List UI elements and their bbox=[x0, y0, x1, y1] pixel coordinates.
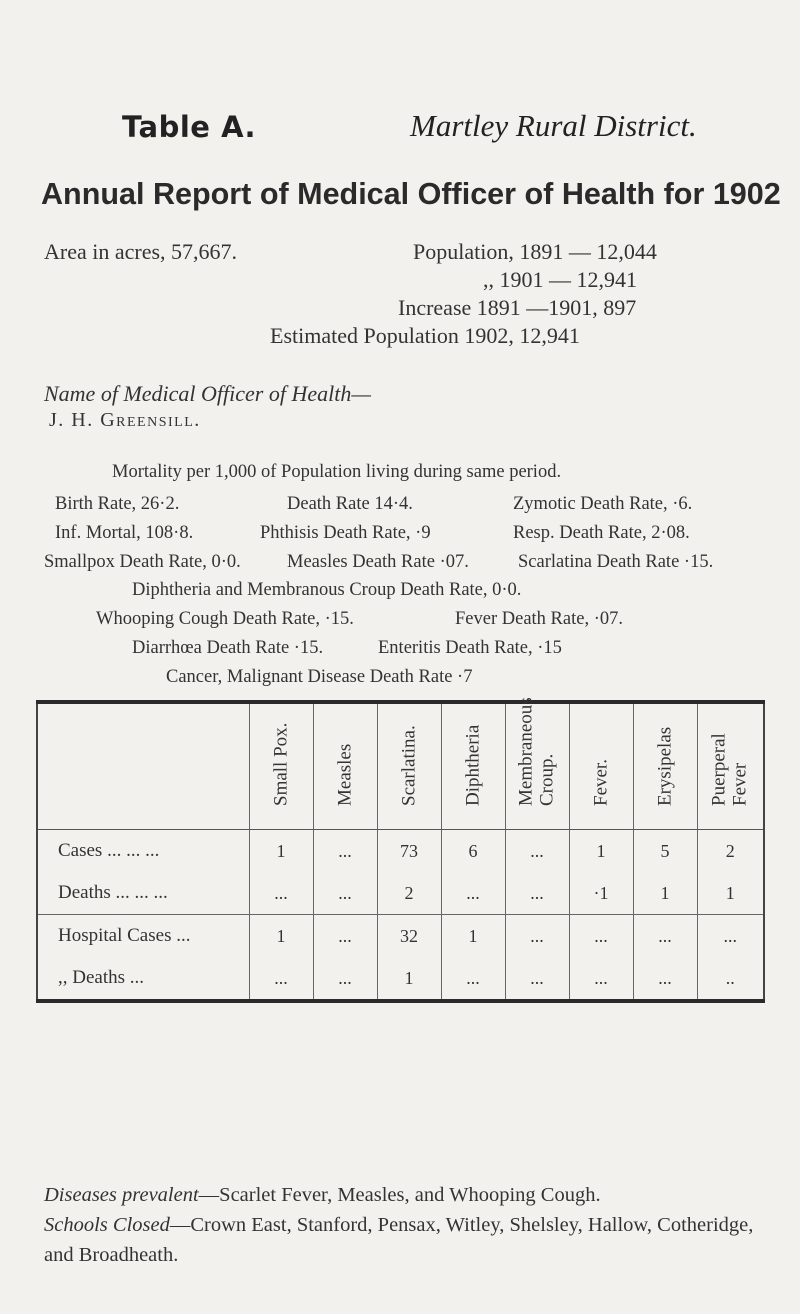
diseases-prevalent-note bbox=[44, 1180, 768, 1270]
col-header-scarlatina bbox=[377, 702, 441, 830]
col-label: Measles bbox=[334, 743, 356, 806]
population-1891: Population, 1891 — 12,044 bbox=[413, 239, 657, 264]
col-label: Small Pox. bbox=[270, 722, 292, 806]
table-cell: 1 bbox=[441, 915, 505, 958]
mortality-intro: Mortality per 1,000 of Population living during same period. bbox=[112, 462, 562, 482]
row-label: Deaths ... ... ... bbox=[37, 872, 249, 915]
resp-rate: Resp. Death Rate, 2·08. bbox=[513, 523, 690, 543]
col-label: Erysipelas bbox=[654, 726, 676, 806]
table-cell: 1 bbox=[377, 957, 441, 1001]
col-header-fever bbox=[569, 702, 633, 830]
table-cell: 32 bbox=[377, 915, 441, 958]
phthisis-rate: Phthisis Death Rate, ·9 bbox=[260, 523, 431, 543]
table-cell: 1 bbox=[697, 872, 764, 915]
table-cell: 1 bbox=[249, 830, 313, 873]
col-header-measles bbox=[313, 702, 377, 830]
table-cell: ... bbox=[569, 957, 633, 1001]
table-cell: ... bbox=[697, 915, 764, 958]
table-cell: .. bbox=[697, 957, 764, 1001]
fever-rate: Fever Death Rate, ·07. bbox=[455, 609, 623, 629]
infant-mortality: Inf. Mortal, 108·8. bbox=[55, 523, 194, 543]
table-cell: 5 bbox=[633, 830, 697, 873]
table-cell: 1 bbox=[569, 830, 633, 873]
col-label-line2: Croup. bbox=[536, 753, 558, 806]
table-cell: ... bbox=[441, 872, 505, 915]
table-label: Table A. bbox=[122, 110, 257, 144]
disease-table bbox=[36, 697, 765, 1003]
schools-text: —Crown East, Stanford, Pensax, Witley, Shelsley, Hallow, Cotheridge, and Broadheath. bbox=[44, 1214, 754, 1266]
table-cell: ... bbox=[505, 957, 569, 1001]
col-label-line2: Fever bbox=[729, 762, 751, 806]
table-cell: 73 bbox=[377, 830, 441, 873]
table-cell: ... bbox=[249, 872, 313, 915]
table-cell: 1 bbox=[249, 915, 313, 958]
table-header-row bbox=[37, 702, 764, 830]
col-header-membraneous-croup bbox=[505, 697, 569, 830]
measles-rate: Measles Death Rate ·07. bbox=[287, 552, 469, 572]
table-cell: 2 bbox=[377, 872, 441, 915]
header-corner bbox=[37, 702, 249, 830]
col-label: Fever. bbox=[590, 759, 612, 806]
diphtheria-rate: Diphtheria and Membranous Croup Death Rate, 0·0. bbox=[132, 580, 522, 600]
birth-rate: Birth Rate, 26·2. bbox=[55, 494, 180, 514]
col-header-puerperal-fever bbox=[697, 702, 764, 830]
table-cell: ... bbox=[313, 872, 377, 915]
table-cell: 2 bbox=[697, 830, 764, 873]
officer-label: Name of Medical Officer of Health— bbox=[44, 381, 371, 406]
table-row bbox=[37, 957, 764, 1001]
col-header-small-pox bbox=[249, 702, 313, 830]
table-cell: ... bbox=[441, 957, 505, 1001]
zymotic-rate: Zymotic Death Rate, ·6. bbox=[513, 494, 693, 514]
population-increase: Increase 1891 —1901, 897 bbox=[398, 295, 637, 320]
table-cell: 6 bbox=[441, 830, 505, 873]
diarrhoea-rate: Diarrhœa Death Rate ·15. bbox=[132, 638, 324, 658]
table-cell: ... bbox=[505, 872, 569, 915]
cancer-rate: Cancer, Malignant Disease Death Rate ·7 bbox=[166, 667, 473, 687]
col-header-erysipelas bbox=[633, 702, 697, 830]
area-text: Area in acres, 57,667. bbox=[44, 239, 238, 264]
col-label: Scarlatina. bbox=[398, 725, 420, 806]
table-row bbox=[37, 872, 764, 915]
estimated-population: Estimated Population 1902, 12,941 bbox=[270, 323, 580, 348]
death-rate: Death Rate 14·4. bbox=[287, 494, 413, 514]
col-label: Diphtheria bbox=[462, 724, 484, 806]
table-row bbox=[37, 915, 764, 958]
table-cell: 1 bbox=[633, 872, 697, 915]
schools-label: Schools Closed bbox=[44, 1214, 170, 1236]
scarlatina-rate: Scarlatina Death Rate ·15. bbox=[518, 552, 714, 572]
col-header-diphtheria bbox=[441, 702, 505, 830]
officer-name: J. H. Greensill. bbox=[49, 409, 201, 431]
table-row bbox=[37, 830, 764, 873]
population-1901: ,, 1901 — 12,941 bbox=[483, 267, 637, 292]
diseases-label: Diseases prevalent bbox=[44, 1184, 199, 1206]
table-cell: ... bbox=[633, 915, 697, 958]
row-label: Hospital Cases ... bbox=[58, 925, 191, 946]
table-cell: ... bbox=[633, 957, 697, 1001]
district-name: Martley Rural District. bbox=[410, 108, 697, 143]
whooping-rate: Whooping Cough Death Rate, ·15. bbox=[96, 609, 354, 629]
diseases-text: —Scarlet Fever, Measles, and Whooping Cough. bbox=[198, 1184, 601, 1206]
row-label: ,, Deaths ... bbox=[58, 967, 145, 988]
table-cell: ... bbox=[505, 915, 569, 958]
smallpox-rate: Smallpox Death Rate, 0·0. bbox=[44, 552, 241, 572]
row-label: Cases ... ... ... bbox=[58, 840, 160, 861]
table-cell: ... bbox=[313, 915, 377, 958]
table-cell: ... bbox=[313, 957, 377, 1001]
table-cell: ... bbox=[313, 830, 377, 873]
table-cell: ... bbox=[505, 830, 569, 873]
enteritis-rate: Enteritis Death Rate, ·15 bbox=[378, 638, 562, 658]
table-cell: ·1 bbox=[569, 872, 633, 915]
table-cell: ... bbox=[569, 915, 633, 958]
report-title: Annual Report of Medical Officer of Health for 1902 bbox=[41, 176, 781, 211]
table-cell: ... bbox=[249, 957, 313, 1001]
col-label: Membraneous bbox=[515, 697, 537, 806]
col-label: Puerperal bbox=[708, 733, 730, 806]
